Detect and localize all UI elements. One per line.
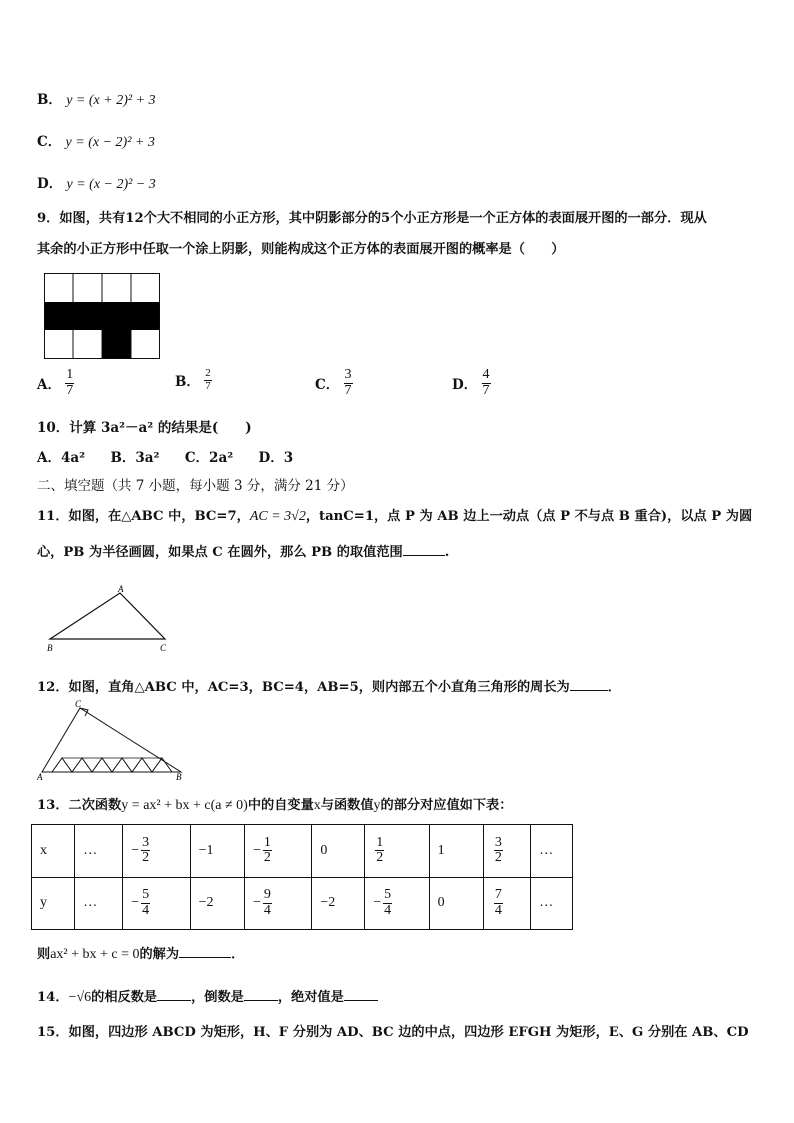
- vertex-label-a: A: [118, 584, 124, 594]
- vertex-label-c: C: [75, 699, 82, 709]
- table-cell: −2: [312, 877, 365, 930]
- table-cell: [483, 877, 530, 930]
- q8-option-c: C． y = (x − 2)² + 3: [37, 134, 155, 150]
- table-cell: −1: [190, 825, 244, 878]
- fraction: $\frac{1}{2}$: [263, 834, 271, 866]
- q10-options: [37, 446, 293, 466]
- q9-squares-figure: [44, 273, 162, 361]
- q14-question: 14．−√6的相反数是 ，倒数是 ，绝对值是: [37, 986, 378, 1006]
- answer-blank-reciprocal[interactable]: [244, 988, 278, 1001]
- table-cell: [245, 825, 312, 878]
- q10-question: 10．计算 3a²－a² 的结果是( ): [37, 420, 252, 436]
- answer-blank[interactable]: [179, 945, 231, 958]
- q12-question: 12．如图，直角△ABC 中，AC=3，BC=4，AB=5，则内部五个小直角三角形的周长为 ．: [37, 680, 621, 695]
- answer-blank[interactable]: [403, 543, 445, 556]
- triangle-abc: [42, 708, 181, 772]
- q15-question: 15．如图，四边形 ABCD 为矩形，H、F 分别为 AD、BC 边的中点，四边形 EFGH 为矩形，E、G 分别在 AB、CD: [37, 1025, 749, 1040]
- answer-blank-absolute[interactable]: [344, 988, 378, 1001]
- triangle-abc: [50, 593, 165, 639]
- q13-value-table: [31, 824, 573, 930]
- fraction: $\frac{3}{2}$: [494, 834, 502, 866]
- table-cell: [365, 825, 429, 878]
- q11-triangle-figure: [44, 583, 174, 655]
- table-cell: −2: [190, 877, 244, 930]
- q13-function-expr: y = ax² + bx + c(a ≠ 0): [121, 798, 248, 813]
- q13-question: 13．二次函数y = ax² + bx + c(a ≠ 0)中的自变量x与函数值y的部分对应值如下表：: [37, 798, 513, 813]
- shaded-square: [102, 330, 131, 359]
- table-cell: [123, 825, 190, 878]
- q10-option-b: B．3a²: [110, 450, 160, 466]
- fraction: $\frac{5}{4}$: [384, 887, 392, 918]
- table-cell: …: [75, 877, 123, 930]
- table-row: [32, 877, 573, 930]
- sign: −: [373, 895, 382, 911]
- q9-question-line1: 9．如图，共有12个大不相同的小正方形，其中阴影部分的5个小正方形是一个正方体的表面展开图的一部分．现从: [37, 211, 707, 226]
- q8-option-d: D． y = (x − 2)² − 3: [37, 176, 156, 192]
- vertex-label-b: B: [176, 772, 182, 782]
- table-row-head: y: [32, 877, 75, 930]
- q11-question-line2: 心，PB 为半径画圆，如果点 C 在圆外，那么 PB 的取值范围 .: [37, 545, 450, 560]
- table-cell: 1: [429, 825, 483, 878]
- table-cell: 0: [312, 825, 365, 878]
- q9-option-d: D． $\frac{4}{7}$: [452, 367, 490, 398]
- section-heading: 二、填空题（共 7 小题，每小题 3 分，满分 21 分）: [37, 478, 354, 494]
- q12-triangle-figure: [36, 698, 188, 782]
- small-triangles: [52, 758, 92, 772]
- q8-option-c-expr: y = (x − 2)² + 3: [65, 135, 155, 150]
- table-cell: …: [531, 825, 573, 878]
- table-cell: [245, 877, 312, 930]
- q13-equation: ax² + bx + c = 0: [50, 947, 140, 962]
- q10-option-d: D．3: [258, 450, 294, 466]
- vertex-label-b: B: [47, 643, 53, 653]
- shaded-row: [45, 302, 160, 330]
- fraction: $\frac{3}{2}$: [142, 834, 150, 866]
- table-cell: 0: [429, 877, 483, 930]
- table-cell: [365, 877, 429, 930]
- sign: −: [253, 842, 261, 858]
- fraction: $\frac{1}{2}$: [376, 834, 384, 866]
- fraction: $\frac{7}{4}$: [494, 887, 502, 918]
- q10-option-a: A．4a²: [37, 450, 86, 466]
- q10-option-c: C．2a²: [184, 450, 234, 466]
- table-cell: [483, 825, 530, 878]
- sign: −: [131, 842, 140, 858]
- table-cell: …: [75, 825, 123, 878]
- q9-option-b: B． $\frac{2}{7}$: [175, 367, 211, 392]
- q8-option-b-expr: y = (x + 2)² + 3: [66, 93, 156, 108]
- sign: −: [131, 895, 140, 911]
- table-row-head: x: [32, 825, 75, 878]
- q11-question-line1: 11．如图，在△ABC 中，BC=7，AC = 3√2，tanC=1，点 P 为 AB 边上一动点（点 P 不与点 B 重合)，以点 P 为圆: [37, 509, 753, 524]
- q9-question-line2: 其余的小正方形中任取一个涂上阴影，则能构成这个正方体的表面展开图的概率是（ ）: [37, 242, 565, 257]
- q14-expr: −√6: [68, 990, 92, 1005]
- q9-option-a: A． $\frac{1}{7}$: [37, 367, 74, 398]
- q9-option-c: C． $\frac{3}{7}$: [315, 367, 352, 398]
- table-cell: [123, 877, 190, 930]
- q13-answer-line: 则ax² + bx + c = 0的解为 ．: [37, 947, 245, 962]
- vertex-label-c: C: [160, 643, 167, 653]
- q11-ac-expr: AC = 3√2: [249, 509, 306, 524]
- answer-blank-opposite[interactable]: [157, 988, 191, 1001]
- fraction: $\frac{5}{4}$: [142, 887, 150, 918]
- q8-option-d-expr: y = (x − 2)² − 3: [66, 177, 156, 192]
- small-triangles: [92, 758, 172, 772]
- table-row: [32, 825, 573, 878]
- answer-blank[interactable]: [570, 678, 608, 691]
- table-cell: …: [531, 877, 573, 930]
- q8-option-b: B． y = (x + 2)² + 3: [37, 92, 156, 108]
- sign: −: [253, 895, 261, 911]
- fraction: $\frac{9}{4}$: [263, 887, 271, 918]
- vertex-label-a: A: [37, 772, 43, 782]
